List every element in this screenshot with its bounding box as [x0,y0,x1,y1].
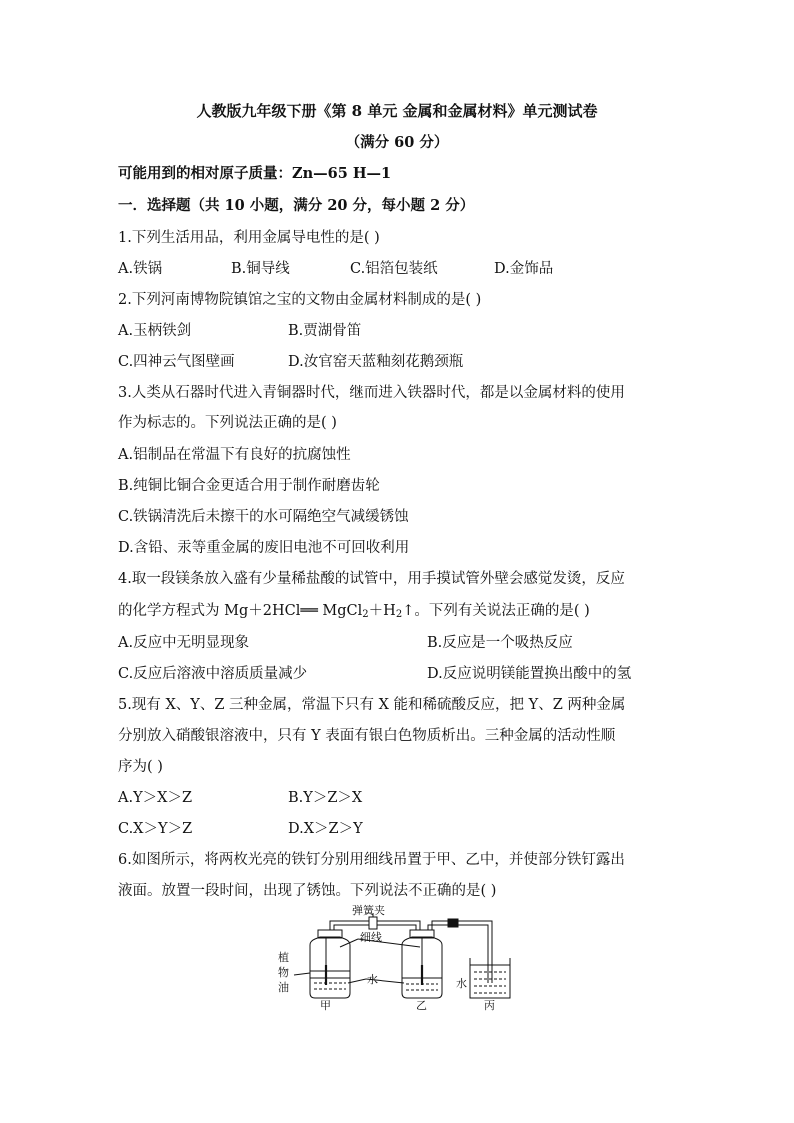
spring-clip [369,917,377,929]
q3-option-b: B.纯铜比铜合金更适合用于制作耐磨齿轮 [118,478,380,494]
question-3-stem-line1: 3.人类从石器时代进入青铜器时代，继而进入铁器时代，都是以金属材料的使用 [118,385,625,401]
q2-option-a: A.玉柄铁剑 [118,323,192,339]
q1-option-d: D.金饰品 [494,261,554,277]
question-1-stem: 1.下列生活用品，利用金属导电性的是( ) [118,230,380,246]
label-oil-2: 物 [278,966,289,979]
q4-option-d: D.反应说明镁能置换出酸中的氢 [427,666,632,682]
label-thread: 细线 [360,931,382,944]
q1-option-c: C.铝箔包装纸 [350,261,438,277]
question-5-stem-line2: 分别放入硝酸银溶液中，只有 Y 表面有银白色物质析出。三种金属的活动性顺 [118,728,616,744]
label-jia: 甲 [320,999,331,1012]
equation-subscript-2: 2 [395,609,403,620]
q4-option-c: C.反应后溶液中溶质质量减少 [118,666,308,682]
q5-option-b: B.Y＞Z＞X [288,790,363,806]
q4-option-b: B.反应是一个吸热反应 [427,635,573,651]
atomic-mass-note: 可能用到的相对原子质量：Zn—65 H—1 [118,165,392,182]
equation-part-1: 的化学方程式为 Mg＋2HCl══ MgCl [118,603,363,619]
q2-option-d: D.汝官窑天蓝釉刻花鹅颈瓶 [288,354,464,370]
label-water-2: 水 [456,977,467,990]
q1-option-b: B.铜导线 [231,261,290,277]
q2-option-b: B.贾湖骨笛 [288,323,362,339]
question-6-stem-line2: 液面。放置一段时间，出现了锈蚀。下列说法不正确的是( ) [118,883,497,899]
q5-option-a: A.Y＞X＞Z [118,790,193,806]
question-5-stem-line3: 序为( ) [118,759,163,775]
equation-subscript-1: 2 [362,609,369,620]
q3-option-c: C.铁锅清洗后未擦干的水可隔绝空气减缓锈蚀 [118,509,409,525]
label-oil-1: 植 [278,951,289,964]
q3-option-a: A.铝制品在常温下有良好的抗腐蚀性 [118,447,351,463]
question-5-stem-line1: 5.现有 X、Y、Z 三种金属，常温下只有 X 能和稀硫酸反应，把 Y、Z 两种金属 [118,697,626,713]
page-subtitle: （满分 60 分） [345,134,449,151]
q5-option-c: C.X＞Y＞Z [118,821,193,837]
label-oil-3: 油 [278,981,289,994]
question-3-stem-line2: 作为标志的。下列说法正确的是( ) [118,415,337,431]
page-title: 人教版九年级下册《第 8 单元 金属和金属材料》单元测试卷 [196,102,598,120]
q4-option-a: A.反应中无明显现象 [118,635,250,651]
equation-part-3: ↑。下列有关说法正确的是( ) [402,603,590,619]
q2-option-c: C.四神云气图壁画 [118,354,235,370]
section-title: 一．选择题（共 10 小题，满分 20 分，每小题 2 分） [118,197,475,214]
q1-option-a: A.铁锅 [118,261,163,277]
rusting-experiment-diagram [270,903,520,1013]
question-4-stem-line1: 4.取一段镁条放入盛有少量稀盐酸的试管中，用手摸试管外壁会感觉发烫，反应 [118,571,625,587]
label-spring-clip: 弹簧夹 [352,904,385,917]
tube-yi-bing [428,925,488,983]
equation-part-2: ＋H [368,603,396,619]
question-2-stem: 2.下列河南博物院镇馆之宝的文物由金属材料制成的是( ) [118,292,482,308]
label-water-1: 水 [367,973,378,986]
q5-option-d: D.X＞Z＞Y [288,821,363,837]
question-6-stem-line1: 6.如图所示，将两枚光亮的铁钉分别用细线吊置于甲、乙中，并使部分铁钉露出 [118,852,625,868]
q3-option-d: D.含铅、汞等重金属的废旧电池不可回收利用 [118,540,410,556]
label-bing: 丙 [484,999,495,1012]
beaker-bing [470,958,510,998]
question-4-stem-line2 [118,601,590,625]
label-yi: 乙 [416,999,427,1012]
